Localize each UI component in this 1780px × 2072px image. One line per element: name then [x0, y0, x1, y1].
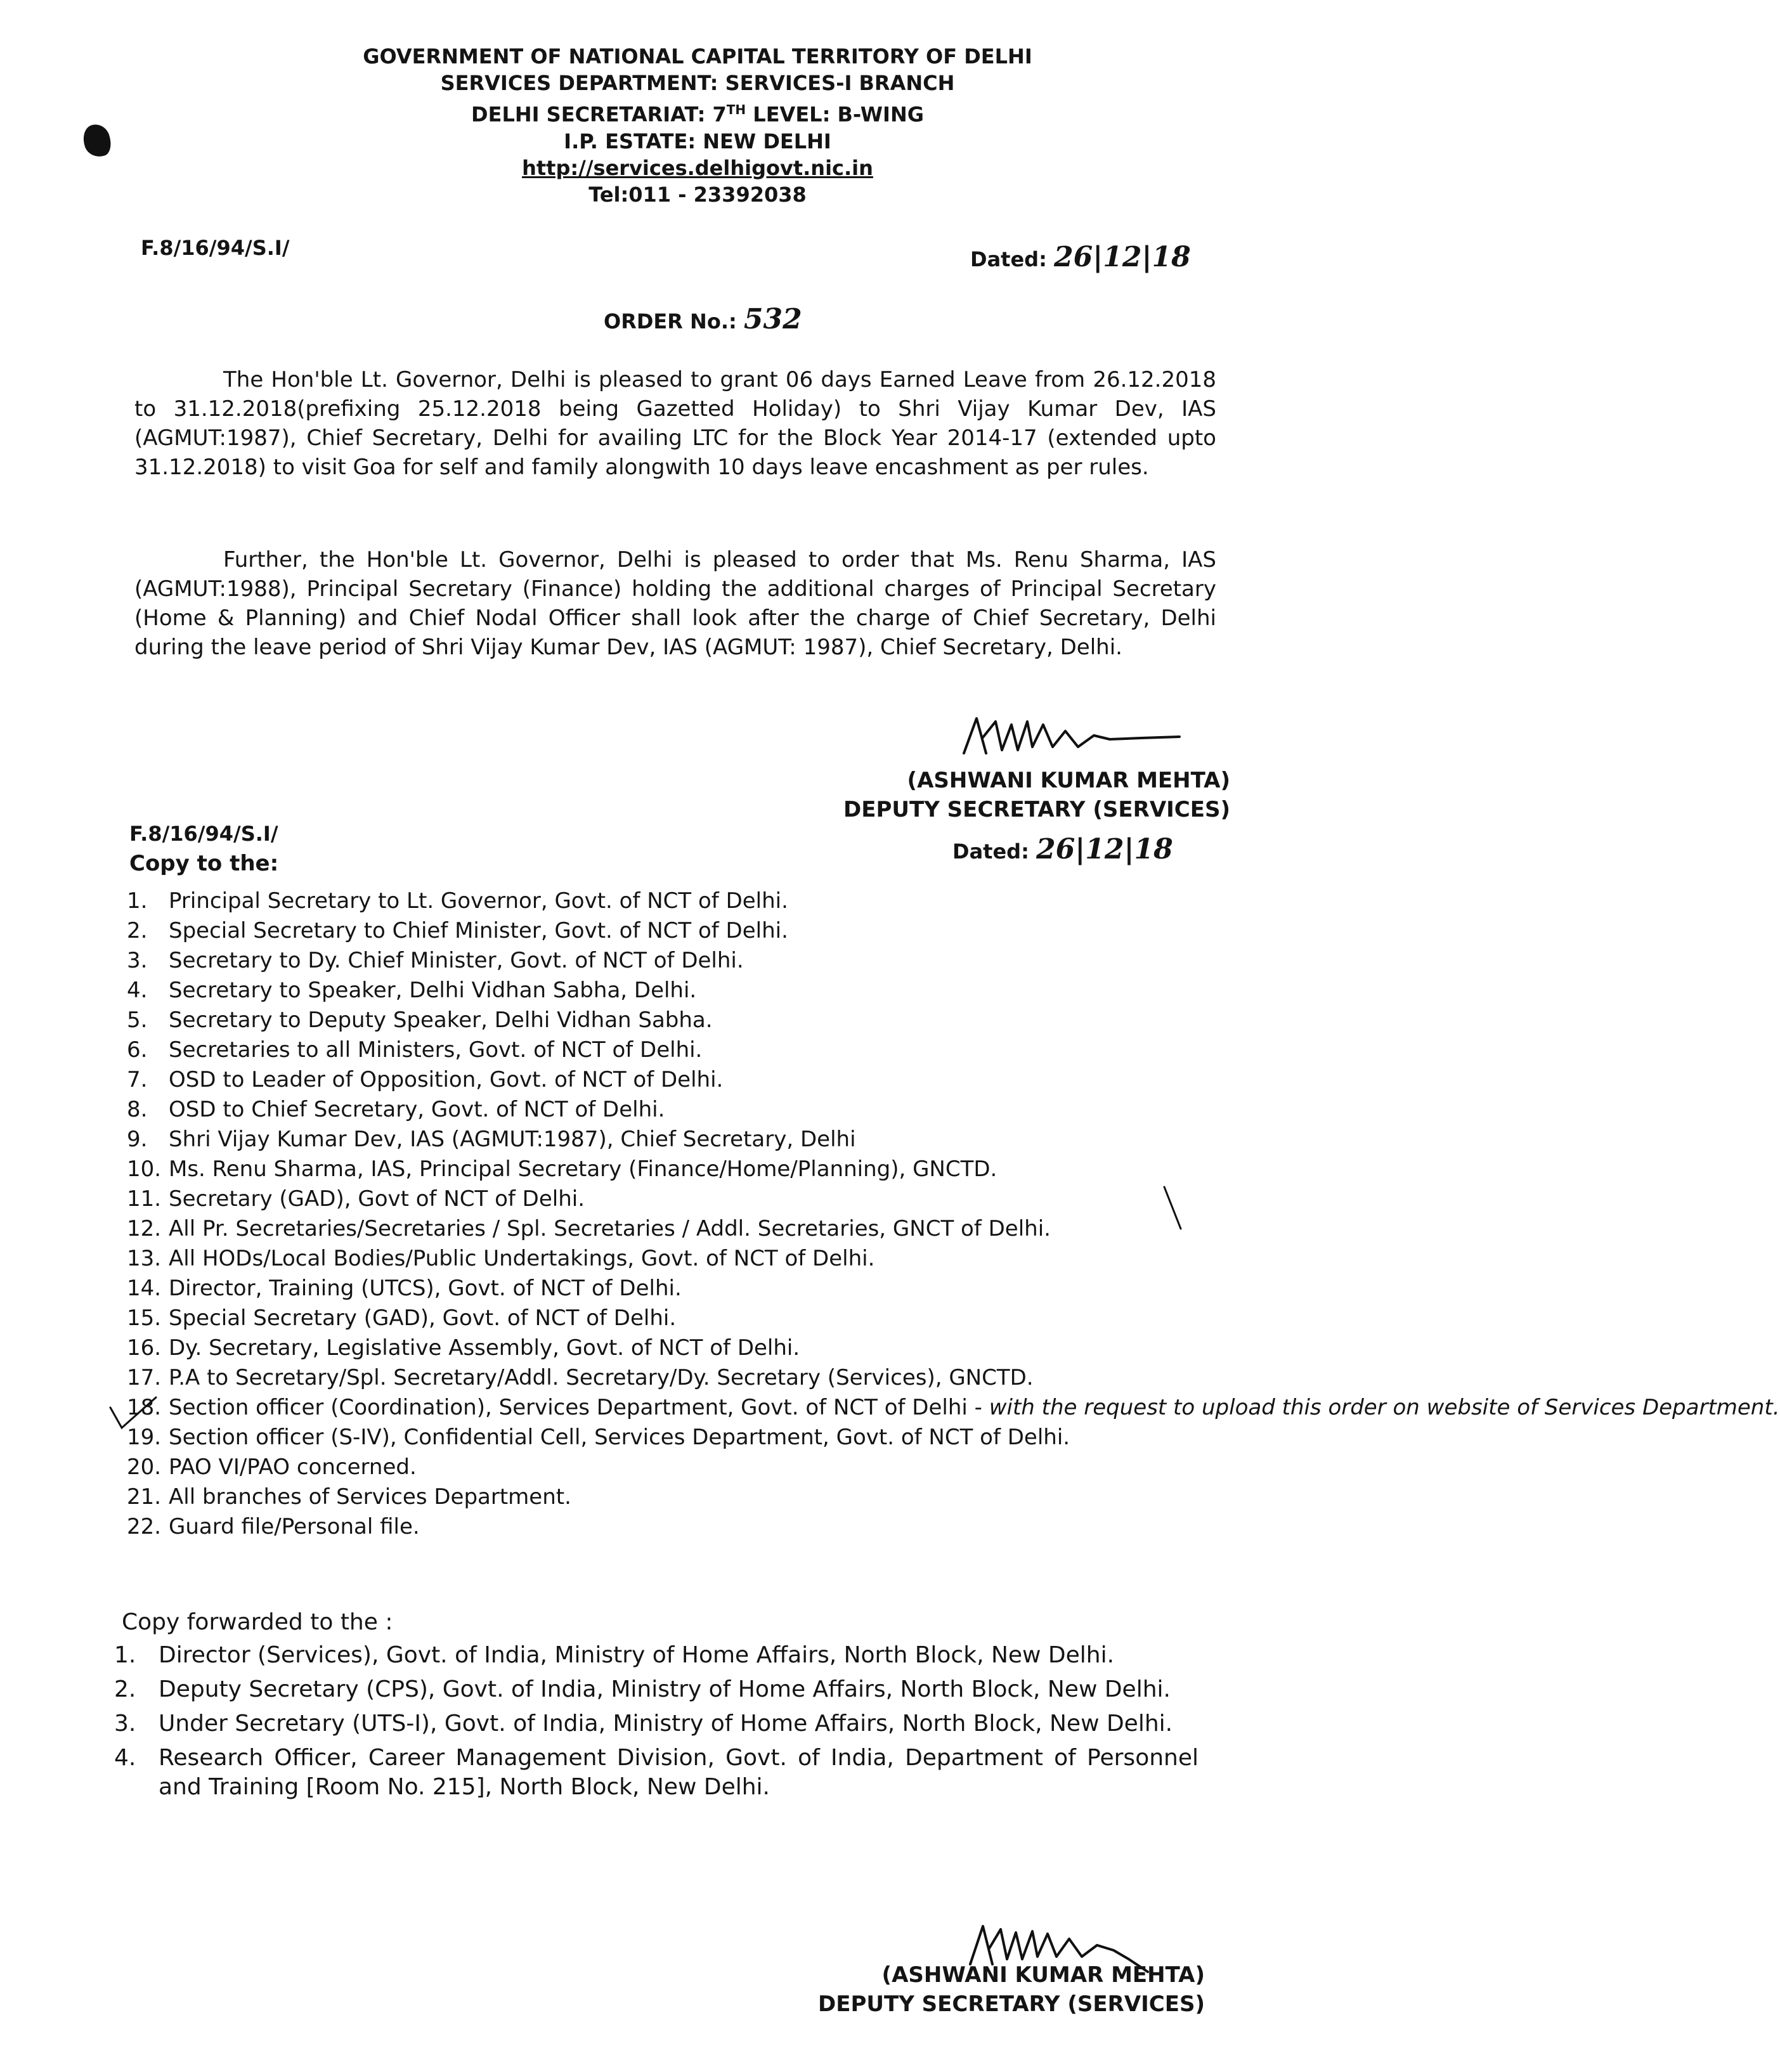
list-item: 19. Section officer (S-IV), Confidential Cell, Services Department, Govt. of NCT of Delhi.	[127, 1425, 1070, 1450]
order-paragraph-2: Further, the Hon'ble Lt. Governor, Delhi is pleased to order that Ms. Renu Sharma, IAS (AGMUT:1988), Principal Secretary (Finance) holding the additional charges of Principal Secretary (Home & Planning) and Chief Nodal Officer shall look after the charge of Chief Secretary, Delhi during the leave period of Shri Vijay Kumar Dev, IAS (AGMUT: 1987), Chief Secretary, Delhi.	[134, 547, 1216, 660]
list-item: 3. Under Secretary (UTS-I), Govt. of India, Ministry of Home Affairs, North Block, New Delhi.	[114, 1711, 1173, 1737]
list-item: 4. Secretary to Speaker, Delhi Vidhan Sabha, Delhi.	[127, 978, 697, 1003]
list-item: 1. Director (Services), Govt. of India, Ministry of Home Affairs, North Block, New Delhi.	[114, 1642, 1115, 1668]
list-item: 11. Secretary (GAD), Govt of NCT of Delhi.	[127, 1186, 585, 1212]
dated-label: Dated:	[970, 247, 1047, 271]
list-item: 12. All Pr. Secretaries/Secretaries / Spl. Secretaries / Addl. Secretaries, GNCT of Delhi.	[127, 1216, 1051, 1241]
list-item: 8. OSD to Chief Secretary, Govt. of NCT of Delhi.	[127, 1097, 665, 1122]
file-number: F.8/16/94/S.I/	[141, 236, 290, 260]
list-item: 4. Research Officer, Career Management Division, Govt. of India, Department of Personnel and Training [Room No. 215], North Block, New Delhi.	[114, 1745, 1199, 1800]
signatory-block-2	[786, 1960, 1205, 2019]
list-item: 2. Deputy Secretary (CPS), Govt. of India, Ministry of Home Affairs, North Block, New Delhi.	[114, 1676, 1171, 1702]
signatory-name-2: (ASHWANI KUMAR MEHTA)	[881, 1962, 1205, 1988]
website-link[interactable]: http://services.delhigovt.nic.in	[522, 155, 873, 180]
list-item: 22. Guard file/Personal file.	[127, 1514, 420, 1539]
list-item: 18. Section officer (Coordination), Services Department, Govt. of NCT of Delhi - with the request to upload this order on website of Services Department.	[127, 1395, 1780, 1420]
list-item: 16. Dy. Secretary, Legislative Assembly, Govt. of NCT of Delhi.	[127, 1335, 800, 1361]
handwritten-tick-mark	[108, 1395, 159, 1433]
signatory-designation: DEPUTY SECRETARY (SERVICES)	[843, 797, 1230, 822]
dated-value-handwritten: 26|12|18	[1054, 241, 1191, 273]
copy-file-number: F.8/16/94/S.I/	[129, 822, 278, 846]
list-item: 1. Principal Secretary to Lt. Governor, Govt. of NCT of Delhi.	[127, 888, 788, 914]
letterhead	[266, 43, 1129, 208]
ink-blot-mark	[79, 121, 115, 160]
letterhead-line-govt: GOVERNMENT OF NATIONAL CAPITAL TERRITORY OF DELHI	[363, 44, 1032, 68]
handwritten-stroke-mark	[1162, 1184, 1187, 1235]
signature-1	[958, 709, 1186, 766]
order-paragraph-1: The Hon'ble Lt. Governor, Delhi is pleased to grant 06 days Earned Leave from 26.12.2018 to 31.12.2018(prefixing 25.12.2018 being Gazetted Holiday) to Shri Vijay Kumar Dev, IAS (AGMUT:1987), Chief Secretary, Delhi for availing LTC for the Block Year 2014-17 (extended upto 31.12.2018) to visit Goa for self and family alongwith 10 days leave encashment as per rules.	[134, 367, 1216, 480]
list-item: 13. All HODs/Local Bodies/Public Undertakings, Govt. of NCT of Delhi.	[127, 1246, 875, 1271]
signatory-name: (ASHWANI KUMAR MEHTA)	[907, 768, 1230, 793]
list-item: 3. Secretary to Dy. Chief Minister, Govt. of NCT of Delhi.	[127, 948, 744, 973]
telephone-number: Tel:011 - 23392038	[588, 182, 807, 207]
signatory-block-1	[812, 766, 1230, 824]
list-item: 5. Secretary to Deputy Speaker, Delhi Vidhan Sabha.	[127, 1007, 713, 1033]
copy-to-list	[127, 886, 1780, 1542]
letterhead-line-department: SERVICES DEPARTMENT: SERVICES-I BRANCH	[440, 71, 955, 95]
forward-list	[114, 1641, 1199, 1807]
signatory-designation-2: DEPUTY SECRETARY (SERVICES)	[818, 1991, 1205, 2017]
copy-dated-label: Dated:	[952, 839, 1029, 864]
forward-label: Copy forwarded to the :	[122, 1609, 393, 1635]
dated-row	[970, 241, 1191, 273]
copy-dated-row	[952, 833, 1173, 865]
list-item: 10. Ms. Renu Sharma, IAS, Principal Secretary (Finance/Home/Planning), GNCTD.	[127, 1156, 997, 1182]
list-item: 14. Director, Training (UTCS), Govt. of NCT of Delhi.	[127, 1276, 682, 1301]
list-item: 9. Shri Vijay Kumar Dev, IAS (AGMUT:1987), Chief Secretary, Delhi	[127, 1127, 856, 1152]
letterhead-line-estate: I.P. ESTATE: NEW DELHI	[564, 129, 831, 153]
list-item: 7. OSD to Leader of Opposition, Govt. of NCT of Delhi.	[127, 1067, 724, 1092]
list-item: 17. P.A to Secretary/Spl. Secretary/Addl. Secretary/Dy. Secretary (Services), GNCTD.	[127, 1365, 1034, 1390]
copy-dated-value-handwritten: 26|12|18	[1036, 833, 1173, 865]
letterhead-line-secretariat: DELHI SECRETARIAT: 7TH LEVEL: B-WING	[471, 102, 924, 127]
order-label: ORDER No.:	[604, 309, 737, 333]
order-number-row	[604, 303, 802, 335]
order-number-handwritten: 532	[743, 303, 802, 335]
copy-to-label: Copy to the:	[129, 851, 279, 876]
list-item: 20. PAO VI/PAO concerned.	[127, 1454, 417, 1480]
list-item: 6. Secretaries to all Ministers, Govt. of NCT of Delhi.	[127, 1037, 703, 1063]
list-item: 15. Special Secretary (GAD), Govt. of NCT of Delhi.	[127, 1305, 677, 1331]
list-item: 21. All branches of Services Department.	[127, 1484, 571, 1510]
list-item: 2. Special Secretary to Chief Minister, Govt. of NCT of Delhi.	[127, 918, 788, 943]
